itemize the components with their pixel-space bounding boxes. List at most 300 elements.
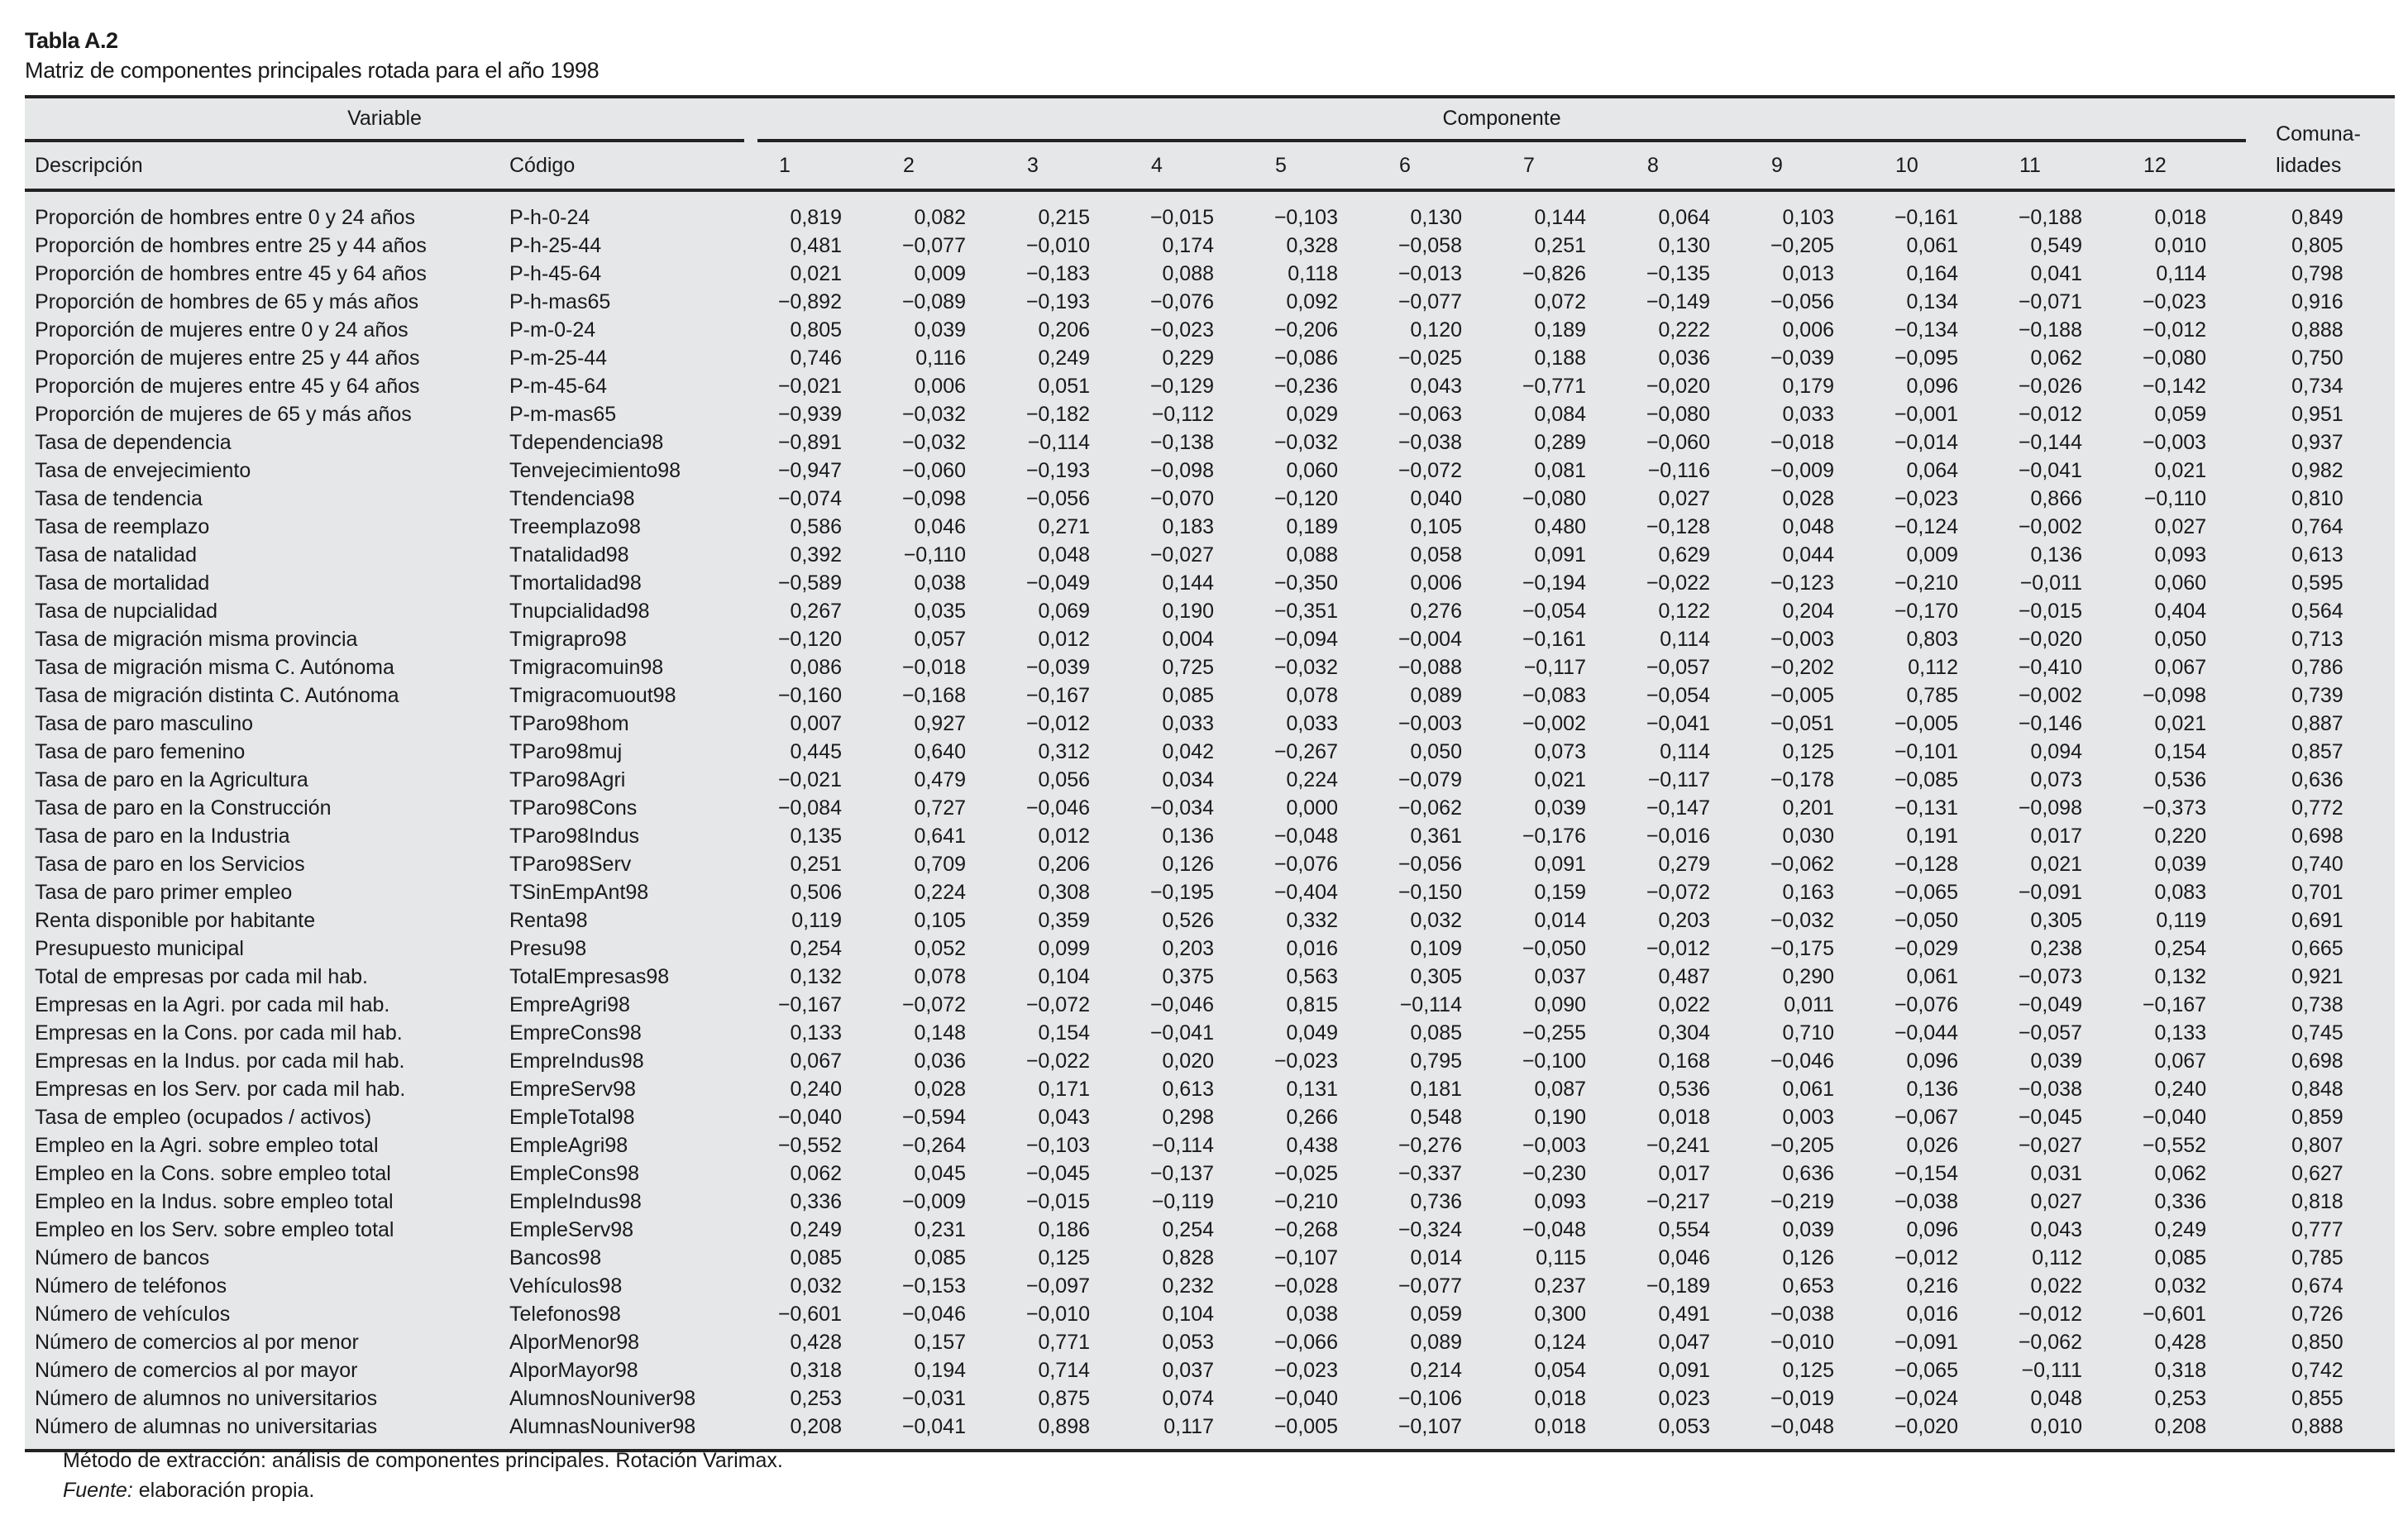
component-8-cell: −0,080	[1646, 403, 1710, 426]
component-12-cell: 0,133	[2154, 1021, 2207, 1045]
component-6-cell: 0,361	[1410, 825, 1462, 848]
component-11-cell: 0,043	[2030, 1218, 2082, 1241]
component-8-cell: −0,072	[1646, 881, 1710, 904]
component-3-cell: −0,193	[1025, 290, 1090, 313]
component-1-cell: 0,254	[790, 937, 842, 960]
component-10-cell: −0,029	[1894, 937, 1958, 960]
component-11-cell: 0,094	[2030, 740, 2082, 763]
component-3-cell: 0,308	[1038, 881, 1090, 904]
component-9-cell: −0,062	[1770, 853, 1834, 876]
comunalidad-cell: 0,887	[2291, 712, 2344, 735]
component-1-cell: 0,506	[790, 881, 842, 904]
component-5-cell: 0,118	[1288, 262, 1338, 285]
component-11-cell: 0,048	[2030, 1387, 2082, 1410]
codigo-cell: Ttendencia98	[509, 487, 635, 510]
component-1-cell: 0,586	[790, 515, 842, 538]
codigo-cell: Tdependencia98	[509, 431, 664, 454]
component-6-cell: 0,006	[1410, 571, 1462, 595]
table-row	[25, 822, 2395, 850]
component-4-cell: 0,232	[1162, 1274, 1214, 1298]
component-7-cell: −0,003	[1522, 1134, 1586, 1157]
codigo-cell: TSinEmpAnt98	[509, 881, 649, 904]
component-6-cell: −0,058	[1398, 234, 1462, 257]
component-1-cell: 0,085	[790, 1246, 842, 1269]
component-9-cell: 0,044	[1782, 543, 1834, 567]
table-row	[25, 1188, 2395, 1216]
comunalidad-cell: 0,740	[2291, 853, 2344, 876]
descripcion-cell: Número de bancos	[35, 1246, 210, 1269]
component-7-cell: −0,048	[1522, 1218, 1586, 1241]
source-note: Fuente: elaboración propia.	[63, 1479, 315, 1502]
component-10-cell: −0,170	[1894, 600, 1958, 623]
component-6-cell: −0,324	[1398, 1218, 1462, 1241]
component-11-cell: −0,026	[2018, 375, 2082, 398]
component-7-cell: 0,081	[1534, 459, 1586, 482]
component-1-cell: −0,167	[777, 993, 842, 1016]
comunalidad-cell: 0,785	[2291, 1246, 2344, 1269]
component-1-cell: 0,119	[791, 909, 842, 932]
table-row	[25, 260, 2395, 288]
component-3-cell: 0,249	[1038, 347, 1090, 370]
component-11-cell: −0,073	[2018, 965, 2082, 988]
component-4-cell: 0,085	[1162, 684, 1214, 707]
component-2-cell: 0,028	[914, 1078, 966, 1101]
component-10-cell: −0,050	[1894, 909, 1958, 932]
component-6-cell: 0,040	[1410, 487, 1462, 510]
component-11-cell: −0,111	[2021, 1359, 2082, 1382]
codigo-cell: P-m-45-64	[509, 375, 608, 398]
component-4-cell: 0,020	[1162, 1049, 1214, 1073]
component-10-cell: −0,131	[1894, 796, 1958, 820]
component-5-cell: 0,016	[1286, 937, 1338, 960]
component-1-cell: 0,392	[790, 543, 842, 567]
component-5-cell: −0,005	[1273, 1415, 1338, 1438]
component-3-cell: 0,206	[1038, 853, 1090, 876]
component-10-cell: −0,020	[1894, 1415, 1958, 1438]
table-row	[25, 1047, 2395, 1075]
descripcion-cell: Empleo en los Serv. sobre empleo total	[35, 1218, 394, 1241]
comunalidad-cell: 0,713	[2291, 628, 2344, 651]
component-2-cell: −0,031	[901, 1387, 966, 1410]
codigo-cell: EmpleIndus98	[509, 1190, 642, 1213]
codigo-cell: EmpreAgri98	[509, 993, 630, 1016]
component-4-cell: 0,037	[1162, 1359, 1214, 1382]
comunalidad-cell: 0,849	[2291, 206, 2344, 229]
codigo-header: Código	[509, 142, 757, 190]
component-12-cell: 0,059	[2154, 403, 2207, 426]
component-3-cell: −0,097	[1025, 1274, 1090, 1298]
component-9-cell: −0,032	[1770, 909, 1834, 932]
component-12-cell: 0,132	[2154, 965, 2207, 988]
component-11-cell: 0,022	[2030, 1274, 2082, 1298]
component-3-cell: 0,125	[1038, 1246, 1090, 1269]
component-9-cell: 0,125	[1782, 740, 1834, 763]
component-5-cell: −0,210	[1273, 1190, 1338, 1213]
table-row	[25, 1216, 2395, 1244]
component-11-cell: 0,112	[2032, 1246, 2082, 1269]
component-10-cell: 0,016	[1906, 1303, 1958, 1326]
comunalidad-cell: 0,613	[2291, 543, 2344, 567]
component-10-cell: −0,101	[1894, 740, 1958, 763]
component-3-cell: 0,875	[1038, 1387, 1090, 1410]
component-7-cell: −0,161	[1522, 628, 1586, 651]
comunalidad-cell: 0,764	[2291, 515, 2344, 538]
codigo-cell: P-m-25-44	[509, 347, 608, 370]
component-9-cell: −0,009	[1770, 459, 1834, 482]
table-row	[25, 1244, 2395, 1272]
component-1-cell: −0,074	[777, 487, 842, 510]
component-7-cell: 0,159	[1534, 881, 1586, 904]
component-1-cell: 0,746	[790, 347, 842, 370]
comunalidad-cell: 0,857	[2291, 740, 2344, 763]
component-3-cell: 0,099	[1038, 937, 1090, 960]
component-12-cell: 0,010	[2154, 234, 2207, 257]
descripcion-cell: Número de alumnas no universitarias	[35, 1415, 378, 1438]
component-5-cell: −0,103	[1273, 206, 1338, 229]
component-7-cell: −0,054	[1522, 600, 1586, 623]
component-1-cell: −0,021	[777, 768, 842, 791]
component-6-cell: 0,736	[1410, 1190, 1462, 1213]
component-4-cell: 0,042	[1162, 740, 1214, 763]
component-12-cell: 0,336	[2154, 1190, 2207, 1213]
component-5-cell: −0,076	[1273, 853, 1338, 876]
component-3-cell: −0,045	[1025, 1162, 1090, 1185]
component-4-cell: 0,174	[1162, 234, 1214, 257]
component-12-cell: 0,027	[2154, 515, 2207, 538]
component-9-cell: −0,048	[1770, 1415, 1834, 1438]
component-6-cell: −0,025	[1398, 347, 1462, 370]
codigo-cell: TParo98Cons	[509, 796, 638, 820]
codigo-cell: AlumnosNouniver98	[509, 1387, 696, 1410]
component-7-cell: 0,189	[1534, 318, 1586, 342]
component-10-cell: 0,009	[1906, 543, 1958, 567]
component-8-cell: 0,222	[1658, 318, 1710, 342]
component-1-cell: 0,086	[790, 656, 842, 679]
component-7-cell: −0,100	[1522, 1049, 1586, 1073]
codigo-cell: EmpleAgri98	[509, 1134, 628, 1157]
component-8-cell: 0,629	[1658, 543, 1710, 567]
component-5-cell: 0,563	[1286, 965, 1338, 988]
component-1-cell: 0,208	[790, 1415, 842, 1438]
component-11-cell: −0,146	[2018, 712, 2082, 735]
component-header-5: 5	[1254, 142, 1378, 190]
component-7-cell: −0,050	[1522, 937, 1586, 960]
codigo-cell: Tnatalidad98	[509, 543, 629, 567]
component-2-cell: −0,018	[901, 656, 966, 679]
component-2-cell: −0,594	[901, 1106, 966, 1129]
table-row	[25, 1103, 2395, 1131]
component-11-cell: 0,041	[2030, 262, 2082, 285]
component-10-cell: 0,803	[1906, 628, 1958, 651]
component-2-cell: −0,264	[901, 1134, 966, 1157]
component-6-cell: −0,062	[1398, 796, 1462, 820]
table-row	[25, 569, 2395, 597]
component-2-cell: 0,039	[914, 318, 966, 342]
component-10-cell: −0,161	[1894, 206, 1958, 229]
component-9-cell: −0,019	[1770, 1387, 1834, 1410]
component-9-cell: 0,006	[1782, 318, 1834, 342]
codigo-cell: EmpreIndus98	[509, 1049, 644, 1073]
component-11-cell: −0,045	[2018, 1106, 2082, 1129]
component-2-cell: −0,041	[901, 1415, 966, 1438]
component-8-cell: −0,054	[1646, 684, 1710, 707]
component-10-cell: 0,164	[1906, 262, 1958, 285]
component-12-cell: 0,067	[2154, 656, 2207, 679]
descripcion-cell: Tasa de tendencia	[35, 487, 203, 510]
component-3-cell: −0,103	[1025, 1134, 1090, 1157]
comunalidad-cell: 0,701	[2291, 881, 2344, 904]
table-row	[25, 372, 2395, 400]
component-6-cell: −0,038	[1398, 431, 1462, 454]
comunalidad-cell: 0,627	[2291, 1162, 2344, 1185]
component-10-cell: 0,191	[1906, 825, 1958, 848]
component-9-cell: −0,038	[1770, 1303, 1834, 1326]
comunalidad-cell: 0,937	[2291, 431, 2344, 454]
component-3-cell: 0,898	[1038, 1415, 1090, 1438]
component-11-cell: −0,062	[2018, 1331, 2082, 1354]
component-2-cell: 0,105	[914, 909, 966, 932]
comunalidad-cell: 0,916	[2291, 290, 2344, 313]
codigo-cell: Bancos98	[509, 1246, 602, 1269]
component-2-cell: −0,168	[901, 684, 966, 707]
component-3-cell: −0,183	[1025, 262, 1090, 285]
component-10-cell: −0,014	[1894, 431, 1958, 454]
component-11-cell: −0,049	[2018, 993, 2082, 1016]
component-5-cell: −0,107	[1273, 1246, 1338, 1269]
comunalidad-cell: 0,595	[2291, 571, 2344, 595]
component-10-cell: 0,061	[1906, 965, 1958, 988]
component-11-cell: 0,305	[2030, 909, 2082, 932]
codigo-cell: AlporMayor98	[509, 1359, 638, 1382]
component-10-cell: 0,112	[1908, 656, 1958, 679]
comunalidad-cell: 0,850	[2291, 1331, 2344, 1354]
component-2-cell: −0,060	[901, 459, 966, 482]
component-2-cell: 0,038	[914, 571, 966, 595]
component-6-cell: 0,795	[1410, 1049, 1462, 1073]
component-4-cell: −0,076	[1149, 290, 1214, 313]
component-7-cell: 0,115	[1536, 1246, 1586, 1269]
component-1-cell: −0,160	[777, 684, 842, 707]
comunalidad-cell: 0,807	[2291, 1134, 2344, 1157]
codigo-cell: Tmigracomuout98	[509, 684, 676, 707]
component-9-cell: 0,653	[1782, 1274, 1834, 1298]
component-1-cell: 0,240	[790, 1078, 842, 1101]
component-1-cell: 0,251	[790, 853, 842, 876]
component-9-cell: −0,051	[1770, 712, 1834, 735]
component-11-cell: −0,038	[2018, 1078, 2082, 1101]
component-9-cell: 0,048	[1782, 515, 1834, 538]
descripcion-cell: Proporción de hombres entre 25 y 44 años	[35, 234, 427, 257]
component-11-cell: −0,011	[2019, 571, 2082, 595]
component-3-cell: 0,154	[1038, 1021, 1090, 1045]
component-8-cell: −0,022	[1646, 571, 1710, 595]
component-header-4: 4	[1130, 142, 1254, 190]
component-11-cell: 0,136	[2030, 543, 2082, 567]
table-row	[25, 1131, 2395, 1159]
component-2-cell: 0,641	[914, 825, 966, 848]
component-11-cell: −0,057	[2018, 1021, 2082, 1045]
component-3-cell: −0,012	[1025, 712, 1090, 735]
component-5-cell: 0,224	[1286, 768, 1338, 791]
descripcion-cell: Empresas en la Cons. por cada mil hab.	[35, 1021, 403, 1045]
component-11-cell: −0,410	[2018, 656, 2082, 679]
component-12-cell: −0,167	[2142, 993, 2207, 1016]
component-1-cell: −0,939	[777, 403, 842, 426]
component-10-cell: −0,044	[1894, 1021, 1958, 1045]
component-3-cell: 0,271	[1038, 515, 1090, 538]
component-8-cell: −0,241	[1646, 1134, 1710, 1157]
component-10-cell: −0,210	[1894, 571, 1958, 595]
codigo-cell: TParo98muj	[509, 740, 623, 763]
component-9-cell: 0,030	[1782, 825, 1834, 848]
component-11-cell: −0,098	[2018, 796, 2082, 820]
component-2-cell: 0,224	[914, 881, 966, 904]
component-7-cell: 0,093	[1534, 1190, 1586, 1213]
component-11-cell: −0,012	[2018, 1303, 2082, 1326]
comunalidad-cell: 0,636	[2291, 768, 2344, 791]
component-10-cell: −0,065	[1894, 1359, 1958, 1382]
comunalidad-cell: 0,738	[2291, 993, 2344, 1016]
component-10-cell: 0,216	[1906, 1274, 1958, 1298]
comunalidad-cell: 0,698	[2291, 1049, 2344, 1073]
table-row	[25, 1272, 2395, 1300]
comunalidad-cell: 0,726	[2291, 1303, 2344, 1326]
table-row	[25, 653, 2395, 681]
comunalidad-cell: 0,810	[2291, 487, 2344, 510]
component-4-cell: 0,004	[1162, 628, 1214, 651]
comunalidad-cell: 0,859	[2291, 1106, 2344, 1129]
component-8-cell: −0,060	[1646, 431, 1710, 454]
component-2-cell: 0,479	[914, 768, 966, 791]
table-subtitle: Matriz de componentes principales rotada para el año 1998	[25, 58, 600, 83]
component-7-cell: 0,091	[1534, 543, 1586, 567]
component-5-cell: −0,404	[1273, 881, 1338, 904]
table-row	[25, 906, 2395, 935]
component-2-cell: −0,089	[901, 290, 966, 313]
component-6-cell: 0,305	[1410, 965, 1462, 988]
table-row	[25, 935, 2395, 963]
component-9-cell: 0,126	[1782, 1246, 1834, 1269]
component-10-cell: −0,038	[1894, 1190, 1958, 1213]
component-9-cell: −0,039	[1770, 347, 1834, 370]
table-row	[25, 1159, 2395, 1188]
component-8-cell: 0,279	[1658, 853, 1710, 876]
component-3-cell: −0,022	[1025, 1049, 1090, 1073]
component-2-cell: 0,045	[914, 1162, 966, 1185]
descripcion-cell: Tasa de paro en la Agricultura	[35, 768, 308, 791]
comunalidad-cell: 0,665	[2291, 937, 2344, 960]
component-2-cell: 0,194	[914, 1359, 966, 1382]
component-5-cell: −0,028	[1273, 1274, 1338, 1298]
component-12-cell: −0,040	[2142, 1106, 2207, 1129]
component-2-cell: 0,006	[914, 375, 966, 398]
component-7-cell: 0,090	[1534, 993, 1586, 1016]
component-10-cell: 0,096	[1906, 1049, 1958, 1073]
component-5-cell: 0,815	[1286, 993, 1338, 1016]
component-1-cell: −0,891	[777, 431, 842, 454]
descripcion-cell: Número de comercios al por mayor	[35, 1359, 358, 1382]
component-11-cell: 0,039	[2030, 1049, 2082, 1073]
component-11-cell: −0,012	[2018, 403, 2082, 426]
descripcion-header: Descripción	[25, 142, 509, 190]
descripcion-cell: Empleo en la Indus. sobre empleo total	[35, 1190, 394, 1213]
component-1-cell: 0,318	[790, 1359, 842, 1382]
component-2-cell: −0,153	[901, 1274, 966, 1298]
component-8-cell: 0,304	[1658, 1021, 1710, 1045]
component-5-cell: −0,236	[1273, 375, 1338, 398]
table-row	[25, 288, 2395, 316]
component-9-cell: 0,039	[1782, 1218, 1834, 1241]
component-10-cell: −0,024	[1894, 1387, 1958, 1410]
component-3-cell: −0,056	[1025, 487, 1090, 510]
table-row	[25, 316, 2395, 344]
component-12-cell: 0,220	[2154, 825, 2207, 848]
component-matrix-table	[25, 95, 2395, 1452]
component-3-cell: 0,048	[1038, 543, 1090, 567]
component-3-cell: −0,015	[1025, 1190, 1090, 1213]
component-7-cell: 0,014	[1534, 909, 1586, 932]
component-10-cell: −0,095	[1894, 347, 1958, 370]
table-row	[25, 1356, 2395, 1384]
component-3-cell: 0,206	[1038, 318, 1090, 342]
descripcion-cell: Número de vehículos	[35, 1303, 231, 1326]
component-5-cell: −0,120	[1273, 487, 1338, 510]
component-5-cell: −0,032	[1273, 431, 1338, 454]
component-12-cell: −0,110	[2143, 487, 2207, 510]
component-9-cell: 0,201	[1782, 796, 1834, 820]
component-12-cell: 0,021	[2154, 712, 2207, 735]
descripcion-cell: Tasa de mortalidad	[35, 571, 210, 595]
component-4-cell: 0,828	[1162, 1246, 1214, 1269]
component-6-cell: 0,059	[1410, 1303, 1462, 1326]
component-7-cell: 0,018	[1534, 1387, 1586, 1410]
component-12-cell: 0,085	[2154, 1246, 2207, 1269]
component-5-cell: −0,094	[1273, 628, 1338, 651]
component-1-cell: 0,132	[790, 965, 842, 988]
component-5-cell: 0,189	[1286, 515, 1338, 538]
comunalidad-cell: 0,674	[2291, 1274, 2344, 1298]
component-9-cell: −0,202	[1770, 656, 1834, 679]
component-7-cell: 0,237	[1534, 1274, 1586, 1298]
component-12-cell: 0,018	[2154, 206, 2207, 229]
component-11-cell: 0,017	[2030, 825, 2082, 848]
component-4-cell: −0,027	[1149, 543, 1214, 567]
component-5-cell: 0,131	[1286, 1078, 1338, 1101]
component-7-cell: −0,117	[1523, 656, 1586, 679]
component-7-cell: 0,072	[1534, 290, 1586, 313]
component-6-cell: −0,114	[1399, 993, 1462, 1016]
component-7-cell: −0,083	[1522, 684, 1586, 707]
component-6-cell: −0,107	[1398, 1415, 1462, 1438]
component-4-cell: 0,144	[1162, 571, 1214, 595]
component-8-cell: −0,128	[1646, 515, 1710, 538]
component-5-cell: −0,023	[1273, 1359, 1338, 1382]
component-10-cell: 0,096	[1906, 1218, 1958, 1241]
component-8-cell: 0,536	[1658, 1078, 1710, 1101]
component-2-cell: 0,231	[914, 1218, 966, 1241]
component-4-cell: 0,254	[1162, 1218, 1214, 1241]
component-11-cell: 0,238	[2030, 937, 2082, 960]
component-5-cell: −0,086	[1273, 347, 1338, 370]
component-5-cell: −0,066	[1273, 1331, 1338, 1354]
component-header-12: 12	[2122, 142, 2246, 190]
component-1-cell: 0,481	[790, 234, 842, 257]
component-4-cell: 0,053	[1162, 1331, 1214, 1354]
component-11-cell: 0,027	[2030, 1190, 2082, 1213]
component-7-cell: 0,021	[1534, 768, 1586, 791]
codigo-cell: Presu98	[509, 937, 587, 960]
component-9-cell: 0,061	[1782, 1078, 1834, 1101]
